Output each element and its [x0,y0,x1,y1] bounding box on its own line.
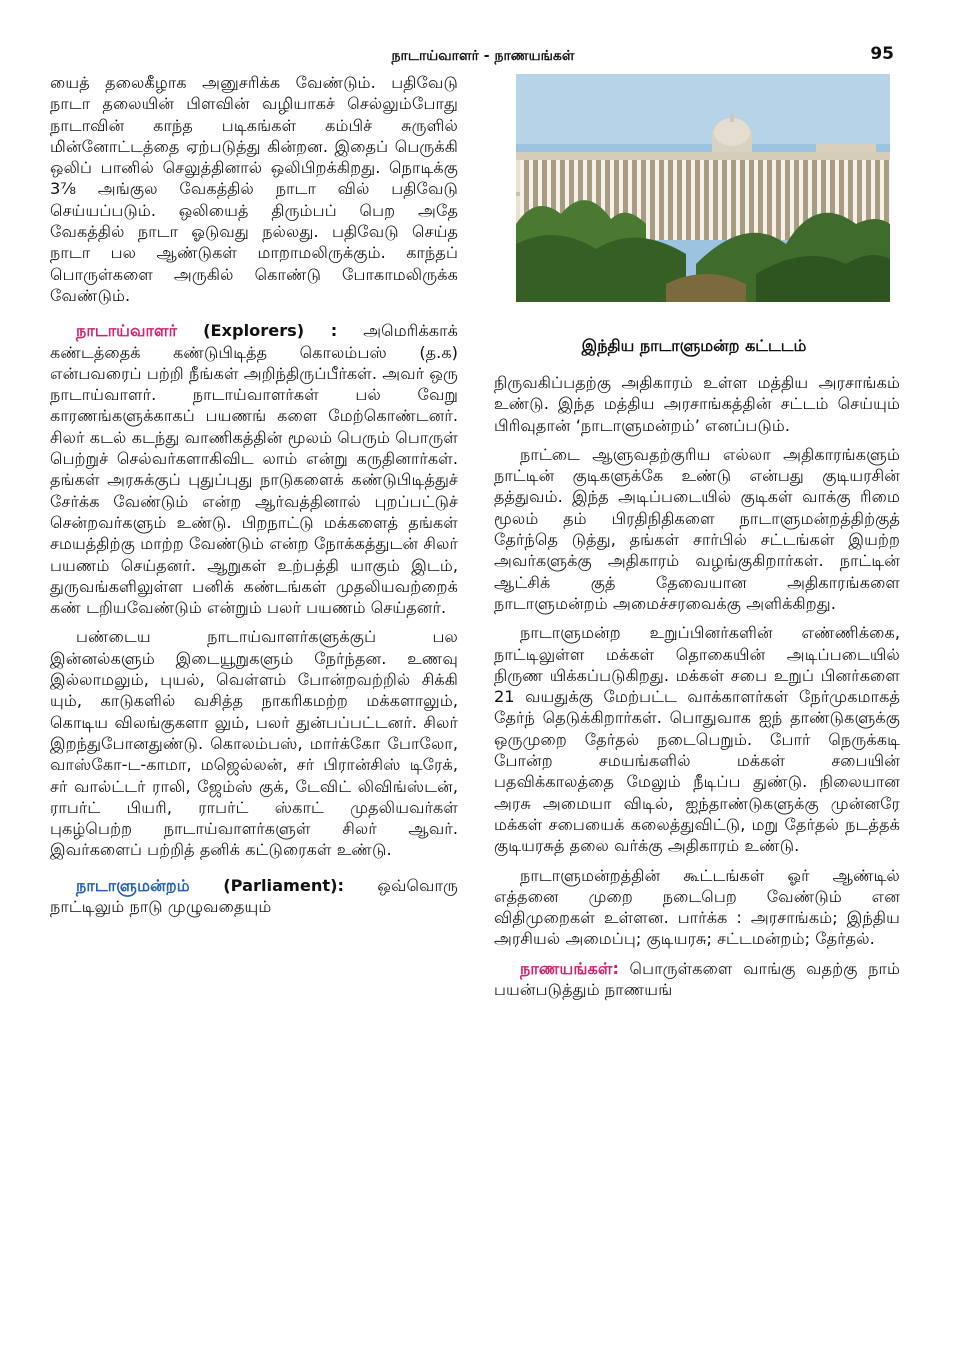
explorers-paragraph-1-text: அமெரிக்காக் கண்டத்தைக் கண்டுபிடித்த கொலம்பஸ் (த.க) என்பவரைப் பற்றி நீங்கள் அறிந்திருப்பீர்கள். அவர் ஒரு நாடாய்வாளர். நாடாய்வாளர்கள் பல் வேறு காரணங்களுக்காகப் பயணங் களை மேற்கொண்டனர். சிலர் கடல் கடந்து வாணிகத்தின் மூலம் பெரும் பொருள் பெற்றுச் செல்வர்களாகிவிட லாம் என்று கருதினார்கள். தங்கள் அரசுக்குப் புதுப்புது நாடுகளைக் கண்டுபிடித்துச் சேர்க்க வேண்டும் என்ற ஆர்வத்தினால் புறப்பட்டுச் சென்றவர்களும் உண்டு. பிறநாட்டு மக்களைத் தங்கள் சமயத்திற்கு மாற்ற வேண்டும் என்ற நோக்கத்துடன் சிலர் பயணம் செய்தனர். ஆறுகள் உற்பத்தி யாகும் இடம், துருவங்களிலுள்ள பனிக் கண்டங்கள் முதலியவற்றைக் கண் டறியவேண்டும் என்றும் பலர் பயணம் செய்தனர். [50,321,458,618]
colonnade-pillar [745,160,749,240]
colonnade-pillar [754,160,758,240]
colonnade-pillar [673,160,677,240]
colonnade-shadow [686,160,691,240]
colonnade-pillar [772,160,776,240]
colonnade-pillar [790,160,794,240]
right-paragraph-4: நாடாளுமன்றத்தின் கூட்டங்கள் ஓர் ஆண்டில் எத்தனை முறை நடைபெற வேண்டும் என விதிமுறைகள் உள்ளன. பார்க்க : அரசாங்கம்; இந்திய அரசியல் அமைப்பு; குடியரசு; சட்டமன்றம்; தேர்தல். [494,865,900,949]
colonnade-pillar [709,160,713,240]
colonnade-pillar [664,160,668,240]
explorers-heading-tamil: நாடாய்வாளர் [76,321,178,341]
colonnade-pillar [646,160,650,240]
dome-finial [730,114,734,122]
colonnade-shadow [713,160,718,240]
right-paragraph-2: நாட்டை ஆளுவதற்குரிய எல்லா அதிகாரங்களும் நாட்டின் குடிகளுக்கே உண்டு என்பது குடியரசின் தத்துவம். இந்த அடிப்படையில் குடிகள் வாக்கு ரிமை மூலம் தம் பிரதிநிதிகளை நாடாளுமன்றத்திற்குத் தேர்ந்தெ டுத்து, தங்கள் சார்பில் சட்டங்கள் இயற்ற அவர்களுக்கு அதிகாரம் வழங்குகிறார்கள். நாட்டின் ஆட்சிக் குத் தேவையான அதிகாரங்களை நாடாளுமன்றம் அமைச்சரவைக்கு அளிக்கிறது. [494,444,900,613]
right-column [494,372,900,1000]
right-paragraph-3: நாடாளுமன்ற உறுப்பினர்களின் எண்ணிக்கை, நாட்டிலுள்ள மக்கள் தொகையின் அடிப்படையில் நிருண யிக்கப்படுகிறது. மக்கள் சபை உறுப் பினர்களை 21 வயதுக்கு மேற்பட்ட வாக்காளர்கள் நேர்முகமாகத் தேர்ந் தெடுக்கிறார்கள். பொதுவாக ஐந் தாண்டுகளுக்கு ஒருமுறை தேர்தல் நடைபெறும். போர் நெருக்கடி போன்ற சமயங்களில் மக்கள் சபையின் பதவிக்காலத்தை மேலும் நீடிப்ப துண்டு. நிலையான அரசு அமையா விடில், ஐந்தாண்டுகளுக்கு முன்னரே மக்கள் சபையைக் கலைத்துவிட்டு, மறு தேர்தல் நடத்தக் குடியரசுத் தலை வர்க்கு அதிகாரம் உண்டு. [494,623,900,856]
parliament-paragraph-1 [50,875,458,918]
colonnade-shadow [704,160,709,240]
building-cornice [516,152,890,160]
parliament-heading-english: (Parliament): [223,875,344,895]
colonnade-pillar [781,160,785,240]
colonnade-shadow [740,160,745,240]
colonnade-shadow [695,160,700,240]
colonnade-shadow [776,160,781,240]
left-column [50,72,458,917]
running-header: நாடாய்வாளர் - நாணயங்கள் [391,48,575,64]
dome [714,118,750,146]
left-paragraph-1: யைத் தலைகீழாக அனுசரிக்க வேண்டும். பதிவேடு நாடா தலையின் பிளவின் வழியாகச் செல்லும்போது நாடாவின் காந்த படிகங்கள் கம்பிச் சுருளில் மின்னோட்டத்தை ஏற்படுத்து கின்றன. இதைப் பெருக்கி ஒலிப் பானில் செலுத்தினால் ஒலிபிறக்கிறது. நொடிக்கு 3⅞ அங்குல வேகத்தில் நாடா வில் பதிவேடு செய்யப்படும். ஒலியைத் திரும்பப் பெற அதே வேகத்தில் நாடா ஓடுவது நல்லது. பதிவேடு செய்த நாடா பல ஆண்டுகள் மாறாமலிருக்கும். காந்தப் பொருள்களை அருகில் கொண்டு போகாமலிருக்க வேண்டும். [50,73,458,305]
colonnade-pillar [736,160,740,240]
colonnade-pillar [763,160,767,240]
explorers-paragraph-1 [50,320,458,618]
coins-paragraph-1 [494,958,900,1001]
colonnade-pillar [700,160,704,240]
page-number: 95 [870,44,894,64]
explorers-paragraph-2: பண்டைய நாடாய்வாளர்களுக்குப் பல இன்னல்களும் இடையூறுகளும் நேர்ந்தன. உணவு இல்லாமலும், புயல், வெள்ளம் போன்றவற்றில் சிக்கி யும், காடுகளில் வசித்த நாகரிகமற்ற மக்களாலும், கொடிய விலங்குகளா லும், பலர் துன்பப்பட்டனர். சிலர் இறந்துபோனதுண்டு. கொலம்பஸ், மார்க்கோ போலோ, வாஸ்கோ-ட-காமா, மஜெல்லன், சர் பிரான்சிஸ் டிரேக், சர் வால்ட்டர் ராலி, ஜேம்ஸ் குக், டேவிட் லிவிங்ஸ்டன், ராபர்ட் பியரி, ராபர்ட் ஸ்காட் முதலியவர்கள் புகழ்பெற்ற நாடாய்வாளர்களுள் சிலர் ஆவர். இவர்களைப் பற்றித் தனிக் கட்டுரைகள் உண்டு. [50,627,458,860]
colonnade-shadow [722,160,727,240]
colonnade-shadow [749,160,754,240]
colonnade-shadow [731,160,736,240]
colonnade-pillar [691,160,695,240]
coins-heading-tamil: நாணயங்கள்: [520,958,619,978]
colonnade-shadow [758,160,763,240]
colonnade-shadow [677,160,682,240]
colonnade-pillar [718,160,722,240]
photo-caption: இந்திய நாடாளுமன்ற கட்டடம் [581,336,807,355]
colonnade-pillar [727,160,731,240]
coins-paragraph-1-text: பொருள்களை வாங்கு வதற்கு நாம் பயன்படுத்தும் நாணயங் [494,958,900,1000]
parliament-paragraph-1-text: ஒவ்வொரு நாட்டிலும் நாடு முழுவதையும் [50,875,458,916]
colonnade-shadow [767,160,772,240]
parliament-building-illustration [516,74,890,302]
sky-upper [516,74,890,144]
parliament-heading-tamil: நாடாளுமன்றம் [76,875,190,895]
colonnade-pillar [682,160,686,240]
parliament-building-photo [516,74,890,302]
colonnade-shadow [659,160,664,240]
colonnade-shadow [668,160,673,240]
colonnade-shadow [650,160,655,240]
explorers-heading-english: (Explorers) : [203,321,338,341]
right-paragraph-1: நிருவகிப்பதற்கு அதிகாரம் உள்ள மத்திய அரசாங்கம் உண்டு. இந்த மத்திய அரசாங்கத்தின் சட்டம் செய்யும் பிரிவுதான் ‘நாடாளுமன்றம்’ எனப்படும். [494,373,900,435]
colonnade-shadow [785,160,790,240]
colonnade-pillar [655,160,659,240]
